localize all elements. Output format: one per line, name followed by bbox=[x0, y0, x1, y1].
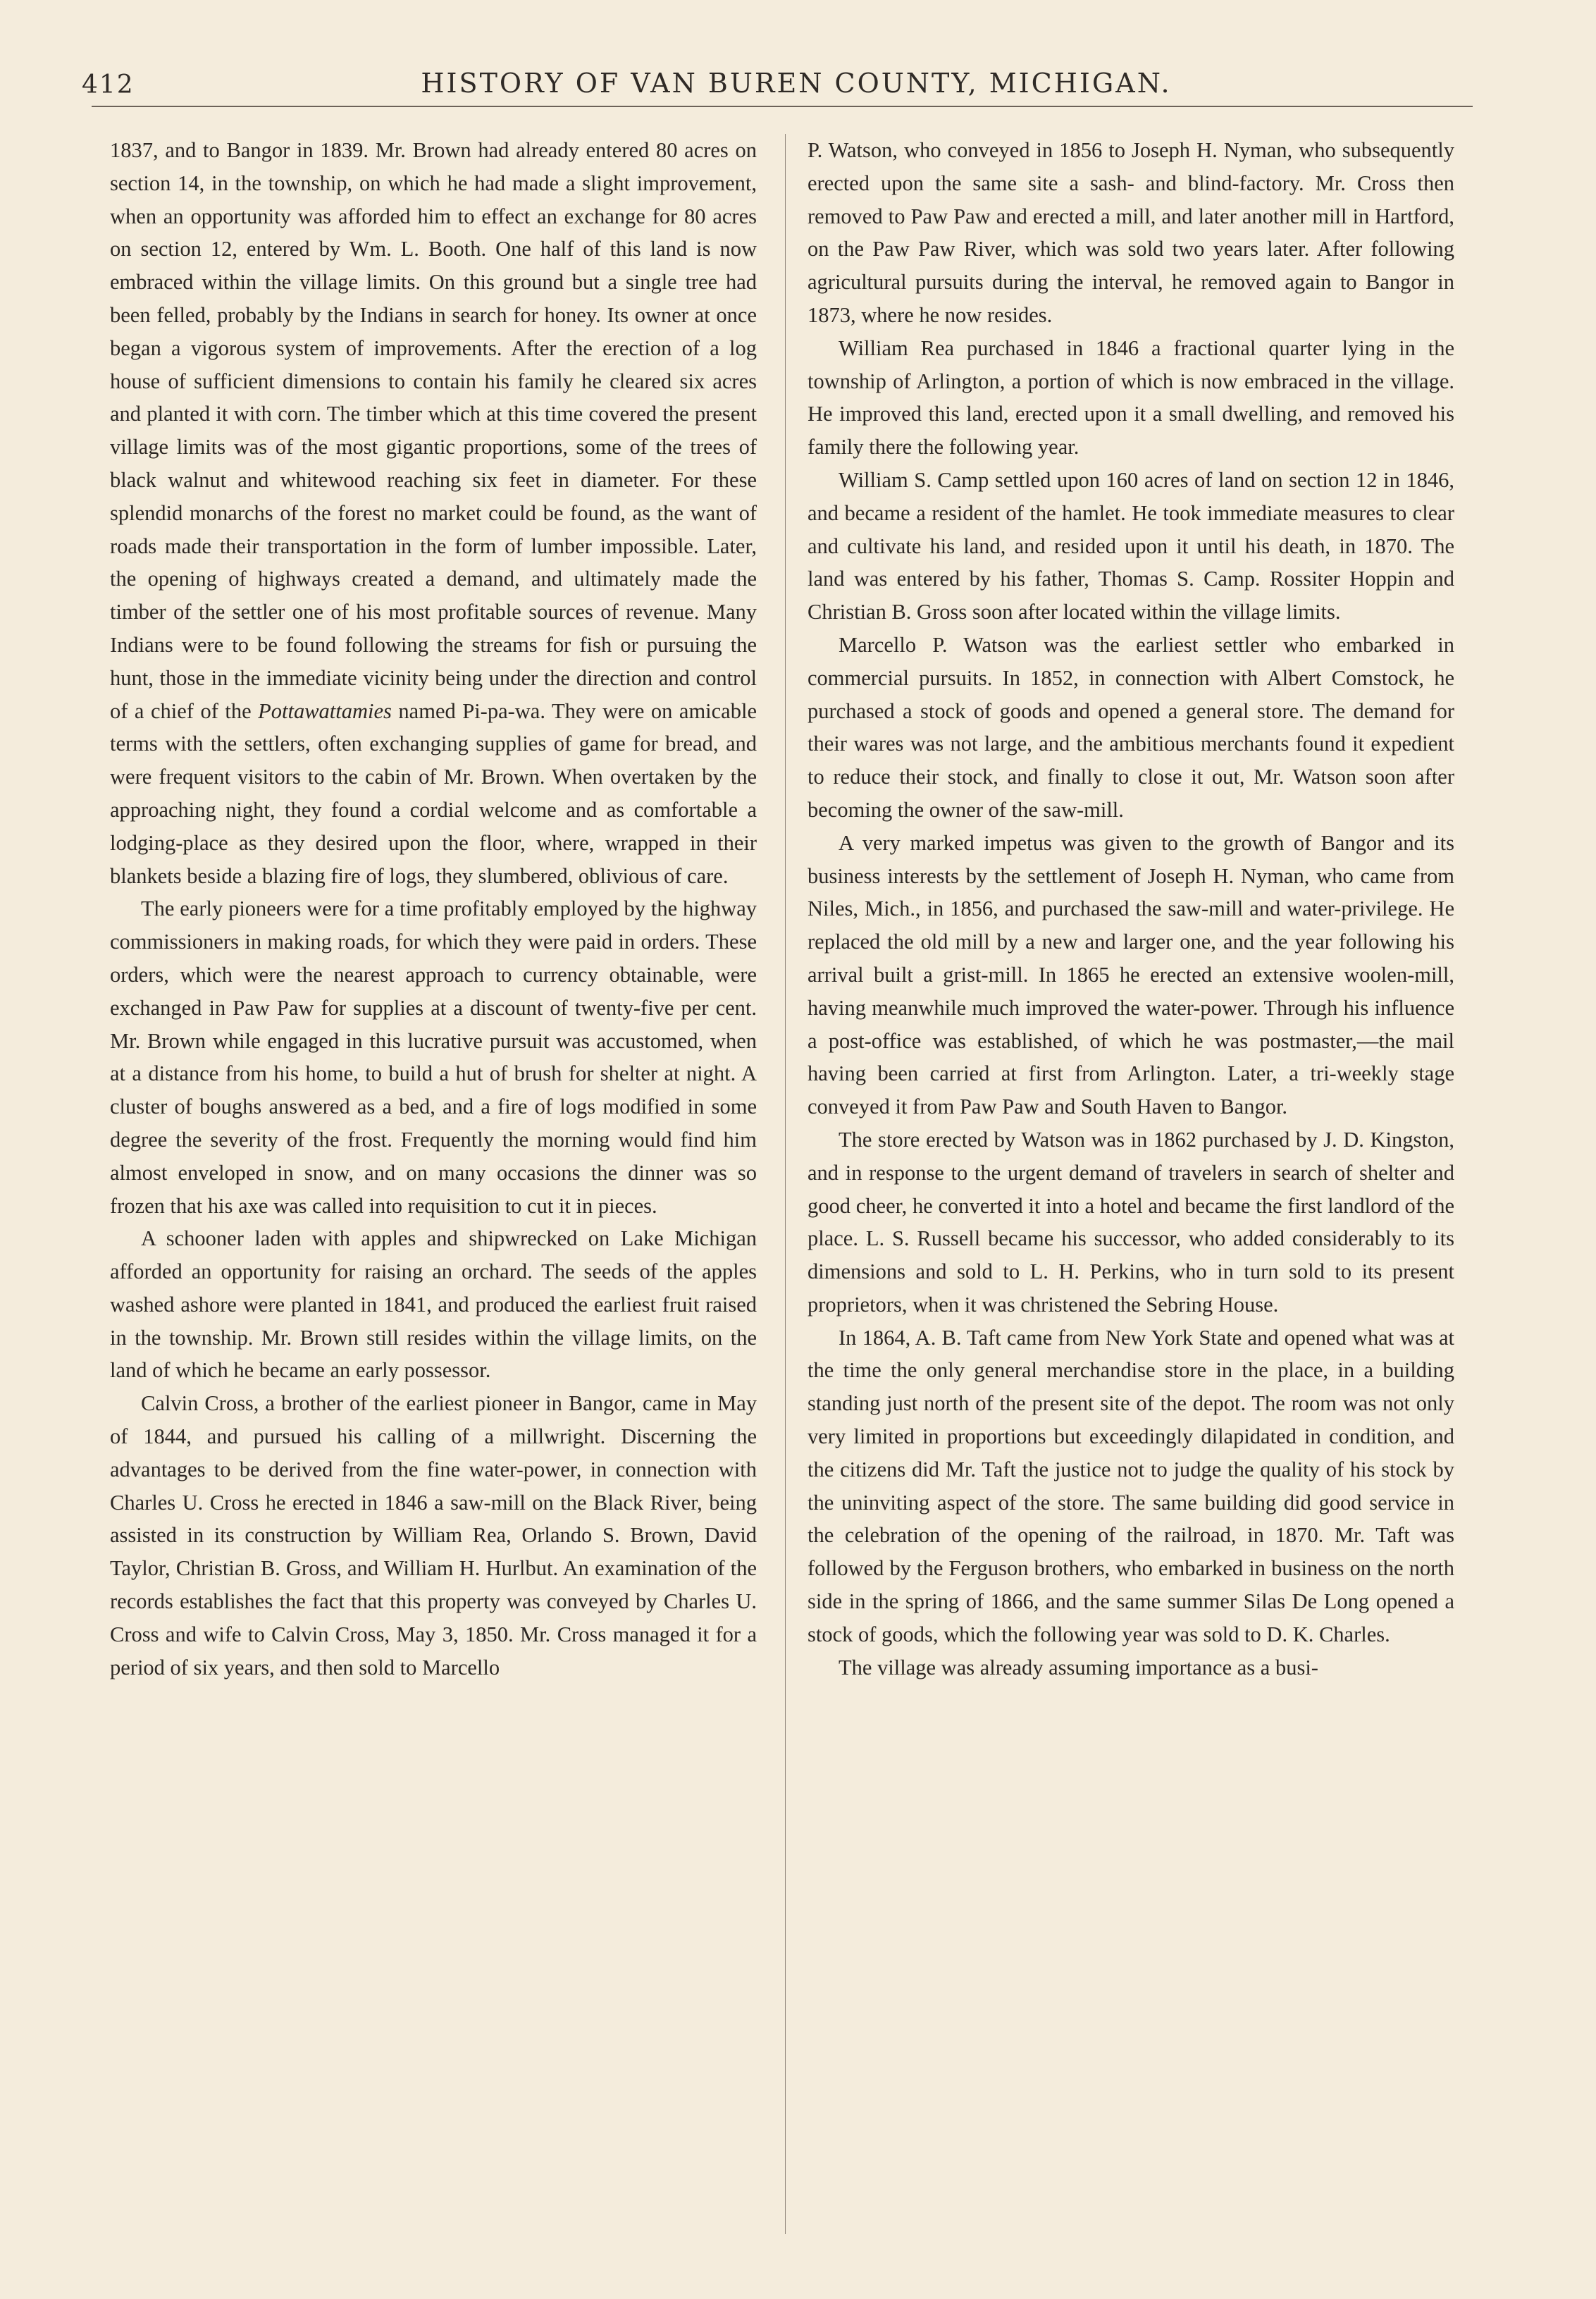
paragraph: The village was already assuming importance as a busi- bbox=[839, 1655, 1318, 1679]
paragraph-text: 1837, and to Bangor in 1839. Mr. Brown had already entered 80 acres on section 14, in the township, on which he had made a slight improvement, when an opportunity was afforded him to effect an exchange for 80 acres on section 12, entered by Wm. L. Booth. One half of this land is now embraced within the village limits. On this ground but a single tree had been felled, probably by the Indians in search for honey. Its owner at once began a vigorous system of improvements. After the erection of a log house of sufficient dimensions to contain his family he cleared six acres and planted it with corn. The timber which at this time covered the present village limits was of the most gigantic proportions, some of the trees of black walnut and whitewood reaching six feet in diameter. For these splendid monarchs of the forest no market could be found, as the want of roads made their transportation in the form of lumber impossible. Later, the opening of highways created a demand, and ultimately made the timber of the settler one of his most profitable sources of revenue. Many Indians were to be found following the streams for fish or pursuing the hunt, those in the immediate vicinity being under the direction and control of a chief of the bbox=[110, 138, 757, 723]
paragraph: Calvin Cross, a brother of the earliest pioneer in Bangor, came in May of 1844, and pursued his calling of a millwright. Discerning the advantages to be derived from the fine water-power, in connection with Charles U. Cross he erected in 1846 a saw-mill on the Black River, being assisted in its construction by William Rea, Orlando S. Brown, David Taylor, Christian B. Gross, and William H. Hurlbut. An examination of the records establishes the fact that this property was conveyed by Charles U. Cross and wife to Calvin Cross, May 3, 1850. Mr. Cross managed it for a period of six years, and then sold to Marcello bbox=[110, 1391, 757, 1679]
header-rule bbox=[92, 106, 1473, 107]
italic-term: Pottawattamies bbox=[258, 698, 392, 723]
running-title: HISTORY OF VAN BUREN COUNTY, MICHIGAN. bbox=[421, 68, 1172, 99]
paragraph: William S. Camp settled upon 160 acres of land on section 12 in 1846, and became a resident of the hamlet. He took immediate measures to clear and cultivate his land, and resided upon it until his death, in 1870. The land was entered by his father, Thomas S. Camp. Rossiter Hoppin and Christian B. Gross soon after located within the village limits. bbox=[808, 467, 1454, 624]
paragraph-text: named Pi-pa-wa. They were on amicable terms with the settlers, often exchanging supplies of game for bread, and were frequent visitors to the cabin of Mr. Brown. When overtaken by the approaching night, they found a cordial welcome and as comfortable a lodging-place as they desired upon the floor, where, wrapped in their blankets beside a blazing fire of logs, they slumbered, oblivious of care. bbox=[110, 698, 757, 888]
right-column bbox=[808, 134, 1454, 2255]
paragraph: A very marked impetus was given to the growth of Bangor and its business interests by the settlement of Joseph H. Nyman, who came from Niles, Mich., in 1856, and purchased the saw-mill and water-privilege. He replaced the old mill by a new and larger one, and the year following his arrival built a grist-mill. In 1865 he erected an extensive woolen-mill, having meanwhile much improved the water-power. Through his influence a post-office was established, of which he was postmaster,—the mail having been carried at first from Arlington. Later, a tri-weekly stage conveyed it from Paw Paw and South Haven to Bangor. bbox=[808, 830, 1454, 1119]
paragraph: William Rea purchased in 1846 a fractional quarter lying in the township of Arlington, a portion of which is now embraced in the village. He improved this land, erected upon it a small dwelling, and removed his family there the following year. bbox=[808, 335, 1454, 460]
left-column bbox=[110, 134, 757, 2255]
paragraph: In 1864, A. B. Taft came from New York State and opened what was at the time the only general merchandise store in the place, in a building standing just north of the present site of the depot. The room was not only very limited in proportions but exceedingly dilapidated in condition, and the citizens did Mr. Taft the justice not to judge the quality of his stock by the uninviting aspect of the store. The same building did good service in the celebration of the opening of the railroad, in 1870. Mr. Taft was followed by the Ferguson brothers, who embarked in business on the north side in the spring of 1866, and the same summer Silas De Long opened a stock of goods, which the following year was sold to D. K. Charles. bbox=[808, 1325, 1454, 1646]
paragraph: A schooner laden with apples and shipwrecked on Lake Michigan afforded an opportunity for raising an orchard. The seeds of the apples washed ashore were planted in 1841, and produced the earliest fruit raised in the township. Mr. Brown still resides within the village limits, on the land of which he became an early possessor. bbox=[110, 1226, 757, 1383]
paragraph: P. Watson, who conveyed in 1856 to Joseph H. Nyman, who subsequently erected upon the same site a sash- and blind-factory. Mr. Cross then removed to Paw Paw and erected a mill, and later another mill in Hartford, on the Paw Paw River, which was sold two years later. After following agricultural pursuits during the interval, he removed again to Bangor in 1873, where he now resides. bbox=[808, 138, 1454, 327]
paragraph: Marcello P. Watson was the earliest settler who embarked in commercial pursuits. In 1852, in connection with Albert Comstock, he purchased a stock of goods and opened a general store. The demand for their wares was not large, and the ambitious merchants found it expedient to reduce their stock, and finally to close it out, Mr. Watson soon after becoming the owner of the saw-mill. bbox=[808, 632, 1454, 822]
page-number: 412 bbox=[82, 70, 135, 99]
paragraph: The store erected by Watson was in 1862 purchased by J. D. Kingston, and in response to the urgent demand of travelers in search of shelter and good cheer, he converted it into a hotel and became the first landlord of the place. L. S. Russell became his successor, who added considerably to its dimensions and sold to L. H. Perkins, who in turn sold to its present proprietors, when it was christened the Sebring House. bbox=[808, 1127, 1454, 1317]
paragraph bbox=[110, 134, 757, 892]
paragraph: The early pioneers were for a time profitably employed by the highway commissioners in making roads, for which they were paid in orders. These orders, which were the nearest approach to currency obtainable, were exchanged in Paw Paw for supplies at a discount of twenty-five per cent. Mr. Brown while engaged in this lucrative pursuit was accustomed, when at a distance from his home, to build a hut of brush for shelter at night. A cluster of boughs answered as a bed, and a fire of logs modified in some degree the severity of the frost. Frequently the morning would find him almost enveloped in snow, and on many occasions the dinner was so frozen that his axe was called into requisition to cut it in pieces. bbox=[110, 896, 757, 1218]
column-divider bbox=[785, 134, 786, 2234]
